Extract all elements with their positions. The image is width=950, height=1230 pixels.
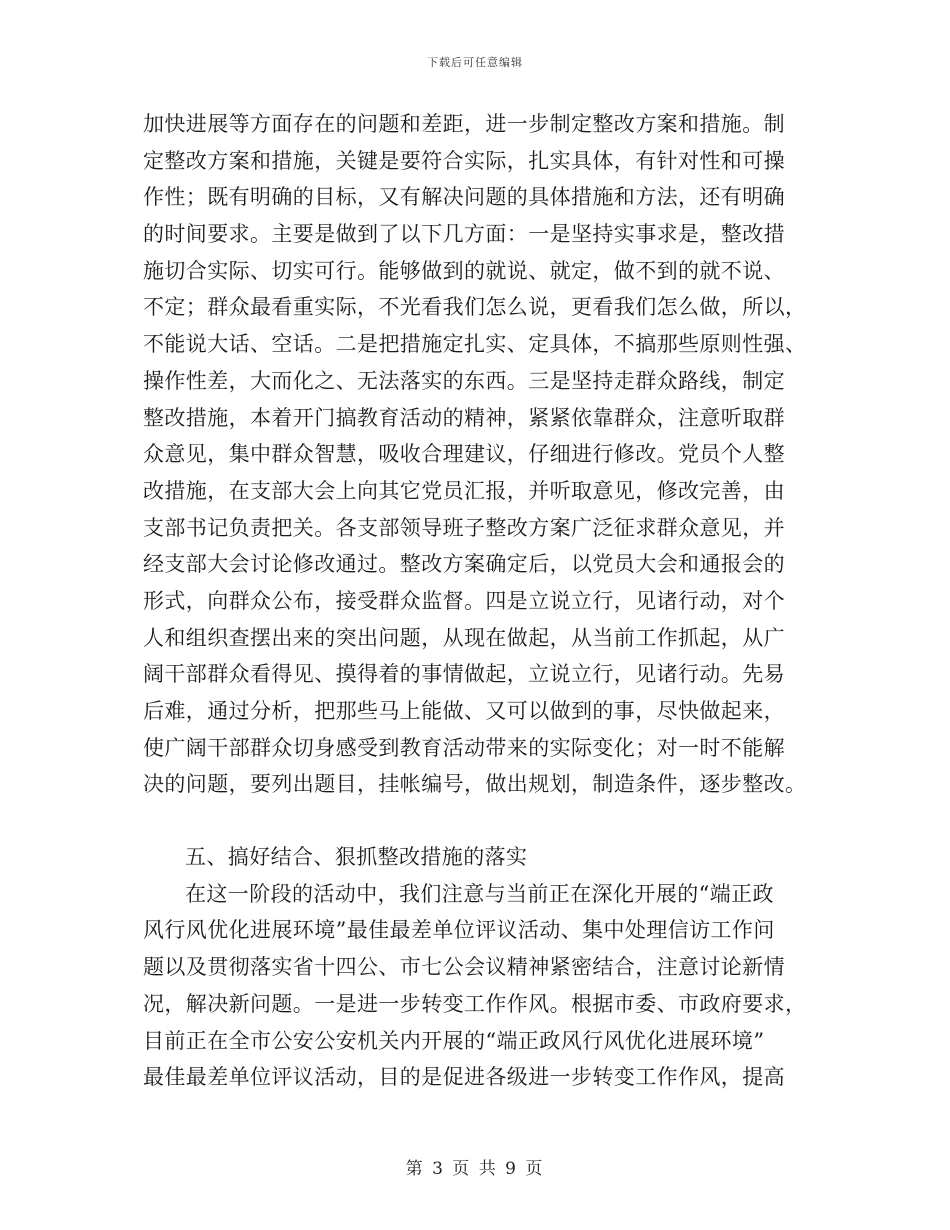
paragraph-continuation xyxy=(143,106,807,803)
text-line: 经支部大会讨论修改通过。整改方案确定后，以党员大会和通报会的 xyxy=(143,552,785,577)
text-line: 不能说大话、空话。二是把措施定扎实、定具体，不搞那些原则性强、 xyxy=(143,332,807,357)
text-line: 的时间要求。主要是做到了以下几方面：一是坚持实事求是，整改措 xyxy=(143,222,785,247)
text-line: 整改措施，本着开门搞教育活动的精神，紧紧依靠群众，注意听取群 xyxy=(143,405,785,430)
text-line: 题以及贯彻落实省十四公、市七公会议精神紧密结合，注意讨论新情 xyxy=(143,955,785,980)
text-line: 施切合实际、切实可行。能够做到的就说、就定，做不到的就不说、 xyxy=(143,258,785,283)
text-line: 风行风优化进展环境”最佳最差单位评议活动、集中处理信访工作问 xyxy=(143,918,775,943)
header-note: 下载后可任意编辑 xyxy=(427,56,523,69)
section-five xyxy=(143,839,807,1096)
text-line: 目前正在全市公安公安机关内开展的“端正政风行风优化进展环境” xyxy=(143,1028,765,1053)
text-line: 决的问题，要列出题目，挂帐编号，做出规划，制造条件，逐步整改。 xyxy=(143,772,807,797)
text-line: 操作性差，大而化之、无法落实的东西。三是坚持走群众路线，制定 xyxy=(143,368,785,393)
paragraph-gap xyxy=(143,803,803,839)
text-line: 阔干部群众看得见、摸得着的事情做起，立说立行，见诸行动。先易 xyxy=(143,662,785,687)
text-line: 在这一阶段的活动中，我们注意与当前正在深化开展的“端正政 xyxy=(185,881,774,906)
section-heading: 五、搞好结合、狠抓整改措施的落实 xyxy=(185,845,528,870)
text-line: 支部书记负责把关。各支部领导班子整改方案广泛征求群众意见，并 xyxy=(143,515,785,540)
text-line: 作性；既有明确的目标，又有解决问题的具体措施和方法，还有明确 xyxy=(143,185,785,210)
text-line: 不定；群众最看重实际，不光看我们怎么说，更看我们怎么做，所以， xyxy=(143,295,807,320)
text-line: 使广阔干部群众切身感受到教育活动带来的实际变化；对一时不能解 xyxy=(143,735,785,760)
text-line: 众意见，集中群众智慧，吸收合理建议，仔细进行修改。党员个人整 xyxy=(143,442,785,467)
text-line: 加快进展等方面存在的问题和差距，进一步制定整改方案和措施。制 xyxy=(143,112,785,136)
document-body xyxy=(143,106,807,1096)
text-line: 形式，向群众公布，接受群众监督。四是立说立行，见诸行动，对个 xyxy=(143,588,785,613)
text-line: 后难，通过分析，把那些马上能做、又可以做到的事，尽快做起来， xyxy=(143,699,785,723)
text-line: 改措施，在支部大会上向其它党员汇报，并听取意见，修改完善，由 xyxy=(143,478,785,503)
page-number: 第 3 页 共 9 页 xyxy=(405,1159,545,1179)
text-line: 况，解决新问题。一是进一步转变工作作风。根据市委、市政府要求， xyxy=(143,991,807,1016)
text-line: 人和组织查摆出来的突出问题，从现在做起，从当前工作抓起，从广 xyxy=(143,625,785,650)
text-line: 最佳最差单位评议活动，目的是促进各级进一步转变工作作风，提高 xyxy=(143,1065,785,1090)
text-line: 定整改方案和措施，关键是要符合实际，扎实具体，有针对性和可操 xyxy=(143,148,785,173)
